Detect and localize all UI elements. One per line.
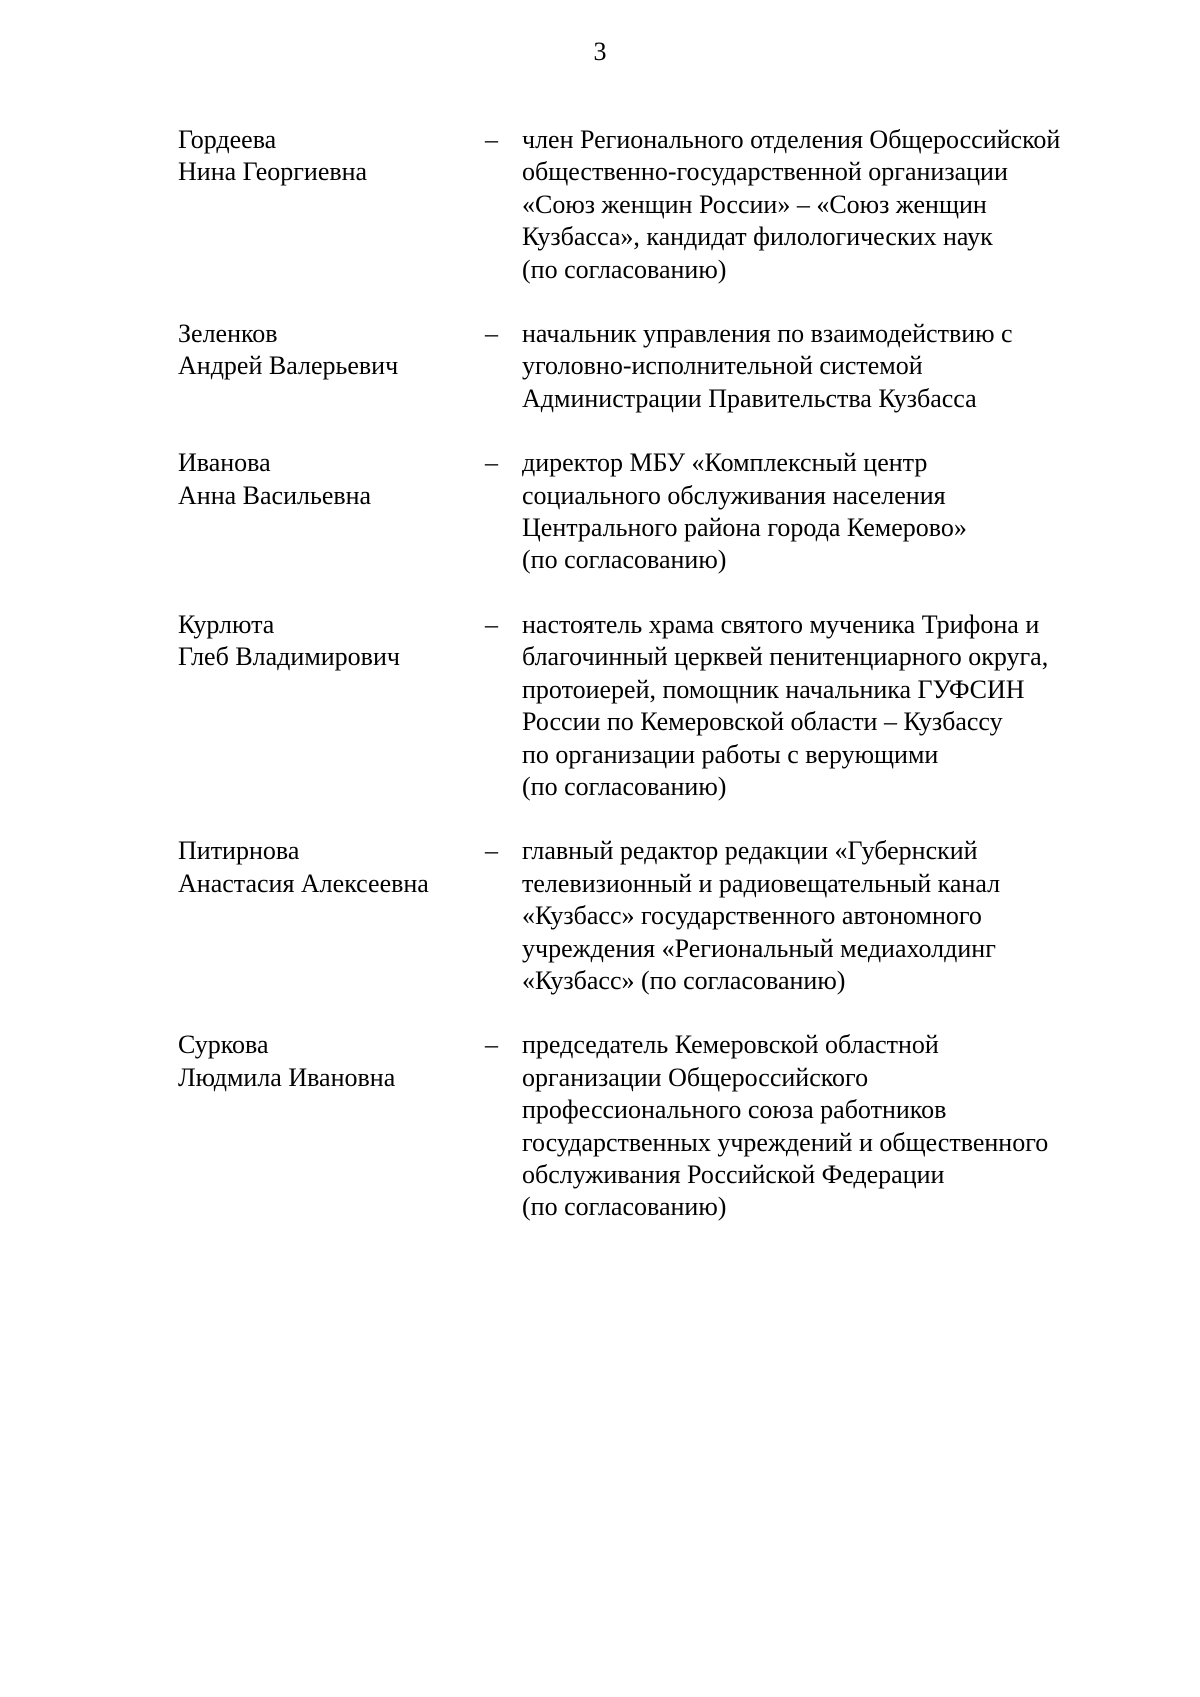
description-line: организации Общероссийского (522, 1062, 869, 1092)
description-line: председатель Кемеровской областной (522, 1030, 939, 1060)
description-line: (по согласованию) (522, 254, 727, 284)
member-name (178, 124, 478, 189)
member-entry (0, 447, 1200, 577)
member-given-name: Анастасия Алексеевна (178, 868, 429, 898)
page-number: 3 (593, 37, 607, 66)
description-line: России по Кемеровской области – Кузбассу (522, 707, 1003, 737)
member-given-name: Глеб Владимирович (178, 642, 400, 672)
member-description (522, 609, 1122, 803)
member-name (178, 318, 478, 383)
member-surname: Курлюта (178, 609, 275, 639)
member-surname: Питирнова (178, 836, 300, 866)
description-line: протоиерей, помощник начальника ГУФСИН (522, 674, 1025, 704)
description-line: социального обслуживания населения (522, 480, 946, 510)
dash-separator: – (485, 319, 498, 349)
member-entry (0, 835, 1200, 997)
description-line: профессионального союза работников (522, 1095, 947, 1125)
member-given-name: Людмила Ивановна (178, 1062, 396, 1092)
member-description (522, 835, 1122, 997)
description-line: настоятель храма святого мученика Трифона и (522, 609, 1040, 639)
dash-separator: – (485, 125, 498, 154)
description-line: главный редактор редакции «Губернский (522, 836, 978, 866)
description-line: (по согласованию) (522, 771, 727, 801)
member-name (178, 609, 478, 674)
member-entry (0, 318, 1200, 415)
description-line: (по согласованию) (522, 545, 727, 575)
member-surname: Суркова (178, 1030, 269, 1060)
description-line: (по согласованию) (522, 1192, 727, 1222)
member-entry (0, 124, 1200, 286)
member-given-name: Анна Васильевна (178, 480, 372, 510)
member-name (178, 447, 478, 512)
dash-separator: – (485, 836, 498, 866)
member-entry (0, 1029, 1200, 1223)
member-description (522, 124, 1122, 286)
description-line: «Кузбасс» (по согласованию) (522, 965, 846, 995)
member-list (0, 124, 1200, 1256)
description-line: по организации работы с верующими (522, 739, 939, 769)
member-description (522, 1029, 1122, 1223)
member-given-name: Нина Георгиевна (178, 157, 368, 187)
description-line: телевизионный и радиовещательный канал (522, 868, 1001, 898)
description-line: уголовно-исполнительной системой (522, 351, 923, 381)
member-entry (0, 609, 1200, 803)
member-surname: Иванова (178, 448, 271, 478)
description-line: учреждения «Региональный медиахолдинг (522, 933, 996, 963)
member-name (178, 835, 478, 900)
member-surname: Зеленков (178, 319, 278, 349)
member-name (178, 1029, 478, 1094)
description-line: Кузбасса», кандидат филологических наук (522, 222, 993, 252)
member-description (522, 318, 1122, 415)
dash-separator: – (485, 609, 498, 639)
description-line: «Кузбасс» государственного автономного (522, 901, 982, 931)
description-line: общественно-государственной организации (522, 157, 1008, 187)
description-line: начальник управления по взаимодействию с (522, 319, 1013, 349)
description-line: благочинный церквей пенитенциарного округа, (522, 642, 1049, 672)
description-line: обслуживания Российской Федерации (522, 1159, 945, 1189)
member-surname: Гордеева (178, 125, 277, 154)
member-given-name: Андрей Валерьевич (178, 351, 399, 381)
description-line: член Регионального отделения Общероссийской (522, 125, 1061, 154)
dash-separator: – (485, 448, 498, 478)
description-line: «Союз женщин России» – «Союз женщин (522, 189, 987, 219)
dash-separator: – (485, 1030, 498, 1060)
description-line: директор МБУ «Комплексный центр (522, 448, 928, 478)
member-description (522, 447, 1122, 577)
description-line: Центрального района города Кемерово» (522, 513, 967, 543)
description-line: Администрации Правительства Кузбасса (522, 383, 977, 413)
description-line: государственных учреждений и общественного (522, 1127, 1049, 1157)
